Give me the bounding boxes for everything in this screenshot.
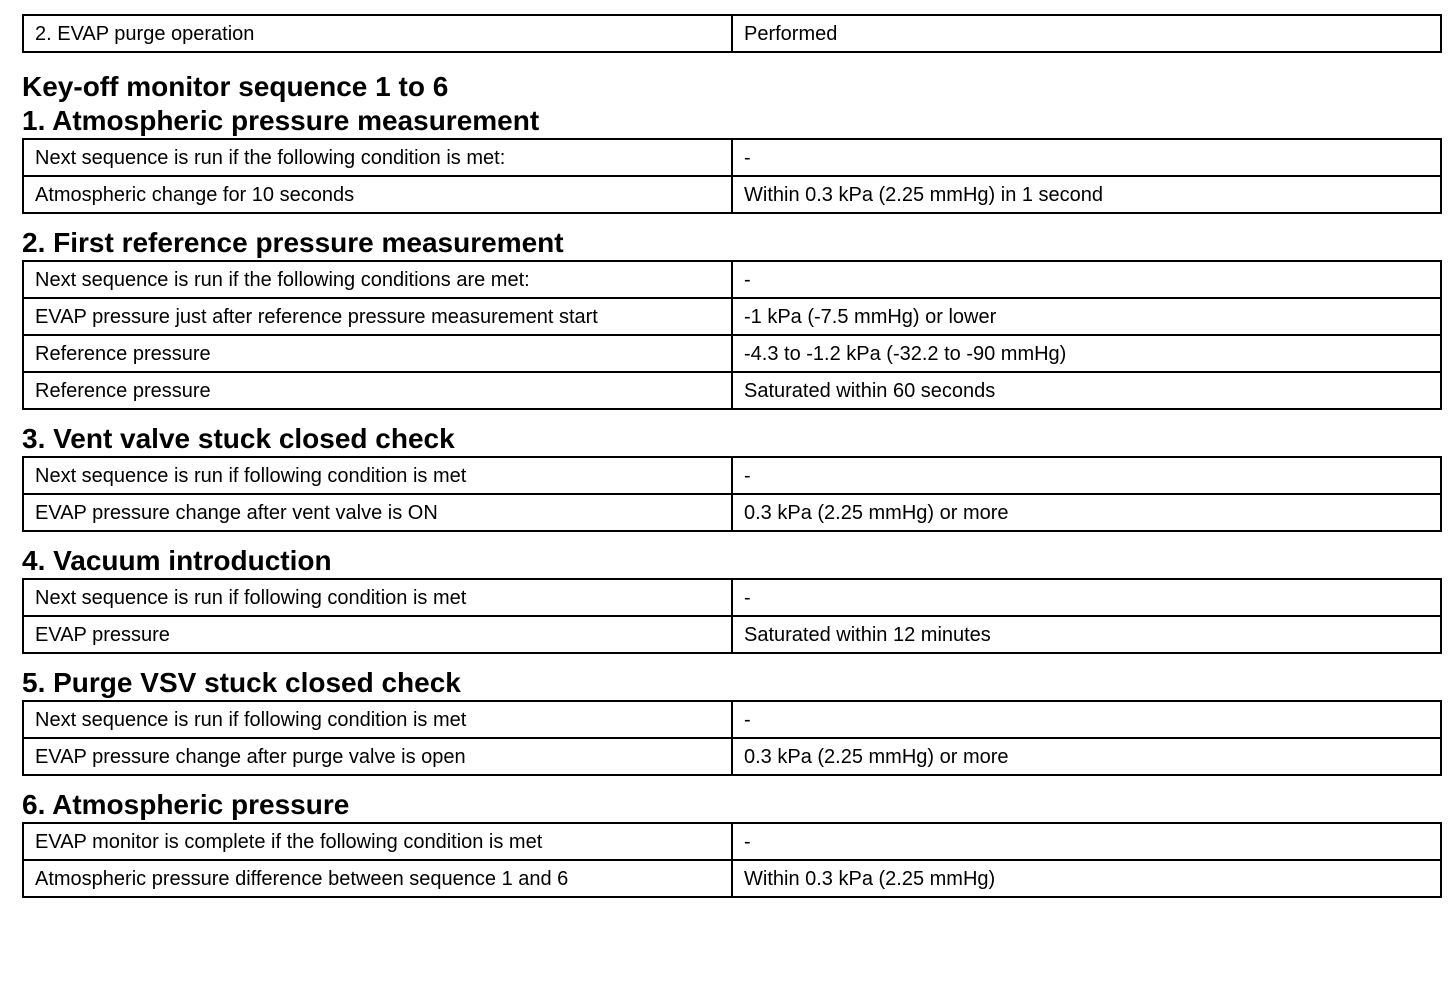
condition-label: Atmospheric change for 10 seconds bbox=[23, 176, 732, 213]
condition-value: Saturated within 60 seconds bbox=[732, 372, 1441, 409]
condition-value: - bbox=[732, 701, 1441, 738]
section-title: 4. Vacuum introduction bbox=[22, 545, 332, 576]
condition-value: -1 kPa (-7.5 mmHg) or lower bbox=[732, 298, 1441, 335]
condition-label: Next sequence is run if following condition is met bbox=[23, 579, 732, 616]
condition-label: Next sequence is run if following condition is met bbox=[23, 701, 732, 738]
condition-label: EVAP pressure just after reference pressure measurement start bbox=[23, 298, 732, 335]
condition-value: Performed bbox=[732, 15, 1441, 52]
section-table bbox=[22, 822, 1442, 898]
table-row bbox=[23, 738, 1441, 775]
section-first-reference-pressure-measurement bbox=[22, 226, 1440, 410]
table-row bbox=[23, 579, 1441, 616]
condition-label: EVAP pressure bbox=[23, 616, 732, 653]
table-row bbox=[23, 860, 1441, 897]
table-row bbox=[23, 15, 1441, 52]
condition-value: - bbox=[732, 457, 1441, 494]
section-atmospheric-pressure-measurement bbox=[22, 104, 1440, 214]
section-title: 6. Atmospheric pressure bbox=[22, 789, 350, 820]
section-table bbox=[22, 578, 1442, 654]
table-row bbox=[23, 176, 1441, 213]
section-table bbox=[22, 456, 1442, 532]
section-title: 3. Vent valve stuck closed check bbox=[22, 423, 455, 454]
condition-label: Atmospheric pressure difference between sequence 1 and 6 bbox=[23, 860, 732, 897]
section-atmospheric-pressure bbox=[22, 788, 1440, 898]
condition-label: 2. EVAP purge operation bbox=[23, 15, 732, 52]
condition-label: Next sequence is run if the following condition is met: bbox=[23, 139, 732, 176]
condition-value: - bbox=[732, 579, 1441, 616]
main-title: Key-off monitor sequence 1 to 6 bbox=[22, 71, 449, 102]
condition-label: Next sequence is run if the following conditions are met: bbox=[23, 261, 732, 298]
table-row bbox=[23, 261, 1441, 298]
condition-label: EVAP pressure change after vent valve is ON bbox=[23, 494, 732, 531]
condition-value: -4.3 to -1.2 kPa (-32.2 to -90 mmHg) bbox=[732, 335, 1441, 372]
condition-value: Within 0.3 kPa (2.25 mmHg) in 1 second bbox=[732, 176, 1441, 213]
condition-label: EVAP pressure change after purge valve is open bbox=[23, 738, 732, 775]
condition-label: Next sequence is run if following condition is met bbox=[23, 457, 732, 494]
condition-value: - bbox=[732, 261, 1441, 298]
condition-value: 0.3 kPa (2.25 mmHg) or more bbox=[732, 494, 1441, 531]
table-row bbox=[23, 616, 1441, 653]
condition-label: Reference pressure bbox=[23, 335, 732, 372]
condition-value: Within 0.3 kPa (2.25 mmHg) bbox=[732, 860, 1441, 897]
table-row bbox=[23, 298, 1441, 335]
section-vacuum-introduction bbox=[22, 544, 1440, 654]
table-row bbox=[23, 494, 1441, 531]
table-row bbox=[23, 701, 1441, 738]
table-row bbox=[23, 372, 1441, 409]
section-vent-valve-stuck-closed-check bbox=[22, 422, 1440, 532]
section-table bbox=[22, 700, 1442, 776]
document bbox=[22, 14, 1440, 898]
condition-label: EVAP monitor is complete if the following condition is met bbox=[23, 823, 732, 860]
condition-value: - bbox=[732, 139, 1441, 176]
purge-operation-table bbox=[22, 14, 1442, 53]
table-row bbox=[23, 457, 1441, 494]
condition-label: Reference pressure bbox=[23, 372, 732, 409]
section-purge-vsv-stuck-closed-check bbox=[22, 666, 1440, 776]
condition-value: 0.3 kPa (2.25 mmHg) or more bbox=[732, 738, 1441, 775]
section-table bbox=[22, 138, 1442, 214]
section-title: 1. Atmospheric pressure measurement bbox=[22, 105, 540, 136]
section-title: 2. First reference pressure measurement bbox=[22, 227, 564, 258]
section-title: 5. Purge VSV stuck closed check bbox=[22, 667, 461, 698]
table-row bbox=[23, 335, 1441, 372]
table-row bbox=[23, 139, 1441, 176]
condition-value: Saturated within 12 minutes bbox=[732, 616, 1441, 653]
condition-value: - bbox=[732, 823, 1441, 860]
table-row bbox=[23, 823, 1441, 860]
section-table bbox=[22, 260, 1442, 410]
